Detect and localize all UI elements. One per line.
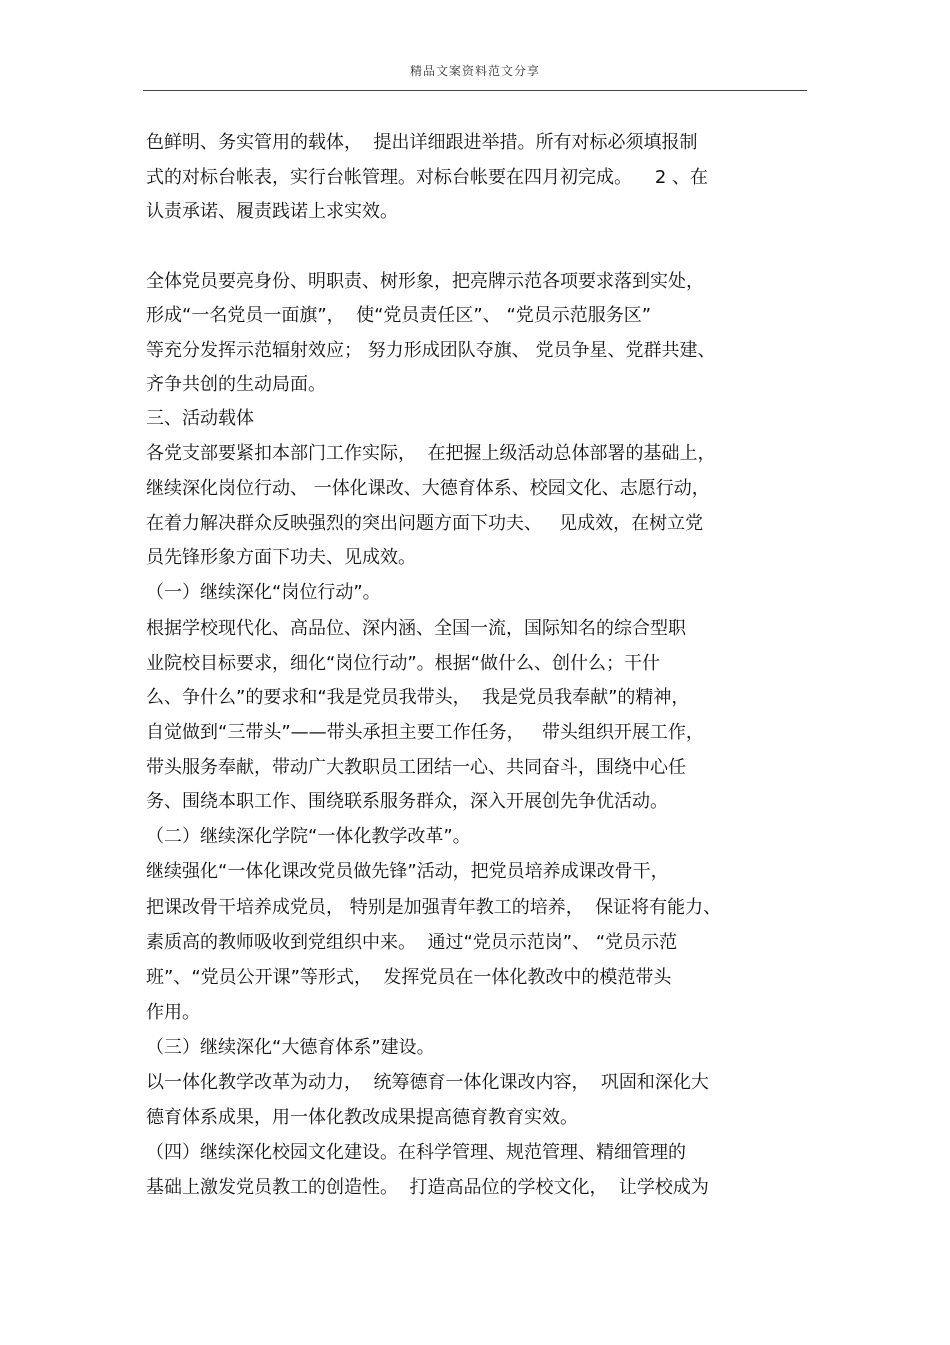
body-line: 员先锋形象方面下功夫、见成效。	[146, 547, 416, 568]
body-line: 齐争共创的生动局面。	[146, 374, 326, 395]
page-header: 精品文案资料范文分享	[409, 64, 540, 78]
body-line: 继续强化“一体化课改党员做先锋”活动，把党员培养成课改骨干，	[146, 861, 669, 882]
body-line: 等充分发挥示范辐射效应； 努力形成团队夺旗、 党员争星、党群共建、	[146, 340, 716, 361]
section-heading: 三、活动载体	[146, 408, 254, 429]
body-line: 式的对标台帐表，实行台帐管理。对标台帐要在四月初完成。 2 、在	[146, 167, 709, 188]
body-line: 作用。	[146, 1002, 200, 1023]
subsection-heading: （一）继续深化“岗位行动”。	[146, 582, 381, 603]
body-line: 么、争什么”的要求和“我是党员我带头， 我是党员我奉献”的精神，	[146, 687, 690, 708]
subsection-heading: （二）继续深化学院“一体化教学改革”。	[146, 826, 471, 847]
body-line: 班”、“党员公开课”等形式， 发挥党员在一体化教改中的模范带头	[146, 967, 672, 988]
body-line: 以一体化教学改革为动力， 统筹德育一体化课改内容， 巩固和深化大	[146, 1072, 709, 1093]
body-line: 带头服务奉献，带动广大教职员工团结一心、共同奋斗，围绕中心任	[146, 757, 686, 778]
body-line: 业院校目标要求，细化“岗位行动”。根据“做什么、创什么；干什	[146, 653, 660, 674]
body-line: 基础上激发党员教工的创造性。 打造高品位的学校文化， 让学校成为	[146, 1177, 709, 1198]
body-line: 德育体系成果，用一体化教改成果提高德育教育实效。	[146, 1107, 578, 1128]
body-line: 把课改骨干培养成党员， 特别是加强青年教工的培养， 保证将有能力、	[146, 897, 722, 918]
body-line: 继续深化岗位行动、 一体化课改、大德育体系、校园文化、志愿行动，	[146, 478, 710, 499]
subsection-heading: （四）继续深化校园文化建设。在科学管理、规范管理、精细管理的	[146, 1142, 686, 1163]
body-line: 各党支部要紧扣本部门工作实际， 在把握上级活动总体部署的基础上，	[146, 443, 716, 464]
body-line: 务、围绕本职工作、围绕联系服务群众，深入开展创先争优活动。	[146, 791, 668, 812]
body-line: 形成“一名党员一面旗”， 使“党员责任区”、 “党员示范服务区”	[146, 305, 652, 326]
header-divider	[143, 90, 807, 91]
body-line: 自觉做到“三带头”——带头承担主要工作任务， 带头组织开展工作，	[146, 722, 704, 743]
body-line: 素质高的教师吸收到党组织中来。 通过“党员示范岗”、 “党员示范	[146, 932, 678, 953]
body-line: 全体党员要亮身份、明职责、树形象，把亮牌示范各项要求落到实处，	[146, 271, 704, 292]
subsection-heading: （三）继续深化“大德育体系”建设。	[146, 1037, 435, 1058]
body-line: 在着力解决群众反映强烈的突出问题方面下功夫、 见成效，在树立党	[146, 513, 704, 534]
body-line: 根据学校现代化、高品位、深内涵、全国一流，国际知名的综合型职	[146, 618, 686, 639]
body-line: 色鲜明、务实管用的载体， 提出详细跟进举措。所有对标必须填报制	[146, 132, 698, 153]
body-line: 认责承诺、履责践诺上求实效。	[146, 201, 398, 222]
